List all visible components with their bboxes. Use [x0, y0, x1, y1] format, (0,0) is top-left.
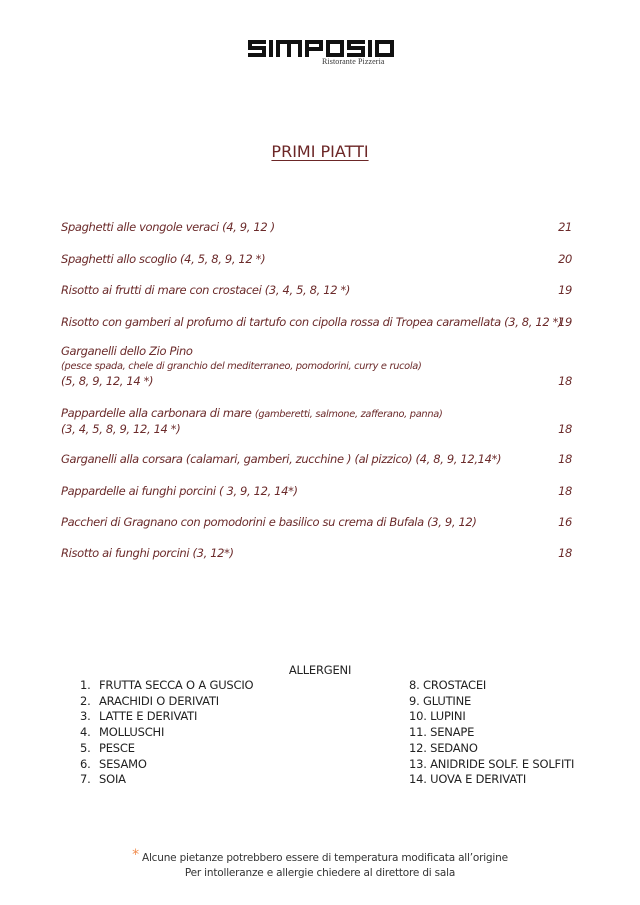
menu-item: [61, 220, 572, 235]
footer-line-2: Per intolleranze e allergie chiedere al direttore di sala: [184, 867, 456, 879]
allergen-item: 13. ANIDRIDE SOLF. E SOLFITI: [409, 756, 575, 771]
allergen-item: [80, 772, 253, 788]
menu-item: [61, 283, 572, 298]
allergen-item: 11. SENAPE: [409, 725, 475, 740]
allergen-item: [80, 709, 253, 725]
dish-allergens: (3, 4, 5, 8, 9, 12, 14 *): [61, 422, 181, 436]
asterisk-icon: *: [132, 847, 139, 863]
dish-name: Spaghetti alle vongole veraci (4, 9, 12 ): [61, 220, 275, 234]
allergen-item: 8. CROSTACEI: [409, 678, 487, 692]
allergen-item: [80, 741, 253, 757]
temperature-note: Alcune pietanze potrebbero essere di temperatura modificata all’origine: [141, 852, 508, 864]
menu-item: [61, 315, 572, 330]
allergen-label: LATTE E DERIVATI: [99, 709, 198, 724]
dish-price: 18: [558, 546, 572, 560]
menu-item: [61, 515, 572, 530]
dish-allergens: (5, 8, 9, 12, 14 *): [61, 374, 154, 388]
dish-name: Risotto ai funghi porcini (3, 12*): [61, 546, 234, 560]
allergen-label: ARACHIDI O DERIVATI: [99, 693, 219, 708]
menu-item: [61, 252, 572, 267]
dish-price: 18: [558, 452, 572, 466]
dish-price: 19: [558, 283, 572, 297]
dish-name: Garganelli alla corsara (calamari, gamberi, zucchine ) (al pizzico) (4, 8, 9, 12,14*): [61, 452, 502, 466]
dish-price: 18: [558, 374, 572, 388]
allergen-number: 7.: [80, 772, 91, 787]
dish-price: 20: [558, 252, 572, 266]
allergens-list-right: [409, 678, 574, 788]
logo-subtitle: Ristorante Pizzeria: [322, 57, 385, 66]
dish-price: 18: [558, 484, 572, 498]
allergen-number: 6.: [80, 756, 91, 771]
menu-item: [61, 406, 572, 437]
allergen-item: 12. SEDANO: [409, 740, 478, 755]
dish-description: (pesce spada, chele di granchio del mediterraneo, pomodorini, curry e rucola): [61, 361, 422, 372]
logo-wordmark-icon: [248, 40, 394, 57]
dish-name: Garganelli dello Zio Pino: [61, 344, 193, 358]
dish-name: Risotto con gamberi al profumo di tartufo con cipolla rossa di Tropea caramellata (3, 8, 12 *): [61, 315, 563, 329]
allergens-list-left: [80, 678, 253, 788]
dish-price: 18: [558, 422, 572, 436]
allergen-number: 4.: [80, 725, 91, 740]
dish-name: Risotto ai frutti di mare con crostacei (3, 4, 5, 8, 12 *): [61, 283, 351, 297]
allergen-number: 3.: [80, 709, 91, 724]
dish-description: (gamberetti, salmone, zafferano, panna): [254, 409, 443, 420]
allergen-label: FRUTTA SECCA O A GUSCIO: [99, 678, 254, 692]
allergen-item: [80, 757, 253, 773]
allergen-item: [80, 725, 253, 741]
allergen-item: 9. GLUTINE: [409, 693, 472, 708]
allergen-number: 1.: [80, 678, 91, 692]
dish-price: 16: [558, 515, 572, 529]
section-title: PRIMI PIATTI: [271, 142, 369, 161]
footer-note: [0, 848, 640, 881]
allergen-number: 2.: [80, 693, 91, 708]
dish-name: Paccheri di Gragnano con pomodorini e basilico su crema di Bufala (3, 9, 12): [61, 515, 477, 529]
menu-item: [61, 484, 572, 499]
footer-line-1: [0, 848, 640, 866]
dish-name: [61, 406, 572, 422]
allergens-title: ALLERGENI: [288, 663, 352, 677]
restaurant-logo: [248, 40, 394, 57]
allergen-item: 10. LUPINI: [409, 709, 466, 724]
allergen-label: SESAMO: [99, 756, 147, 771]
allergen-item: [80, 694, 253, 710]
dish-price: 19: [558, 315, 572, 329]
allergen-number: 5.: [80, 740, 91, 755]
allergen-label: MOLLUSCHI: [99, 725, 165, 740]
allergen-item: 14. UOVA E DERIVATI: [409, 772, 527, 787]
dish-name: Spaghetti allo scoglio (4, 5, 8, 9, 12 *): [61, 252, 266, 266]
dish-title: Pappardelle alla carbonara di mare: [61, 406, 252, 420]
dish-name: Pappardelle ai funghi porcini ( 3, 9, 12, 14*): [61, 484, 298, 498]
menu-item: [61, 452, 572, 467]
allergen-label: SOIA: [99, 772, 126, 787]
menu-item: [61, 546, 572, 561]
allergen-item: [80, 678, 253, 694]
allergen-label: PESCE: [99, 740, 135, 755]
dish-price: 21: [558, 220, 572, 234]
menu-item: [61, 344, 572, 389]
